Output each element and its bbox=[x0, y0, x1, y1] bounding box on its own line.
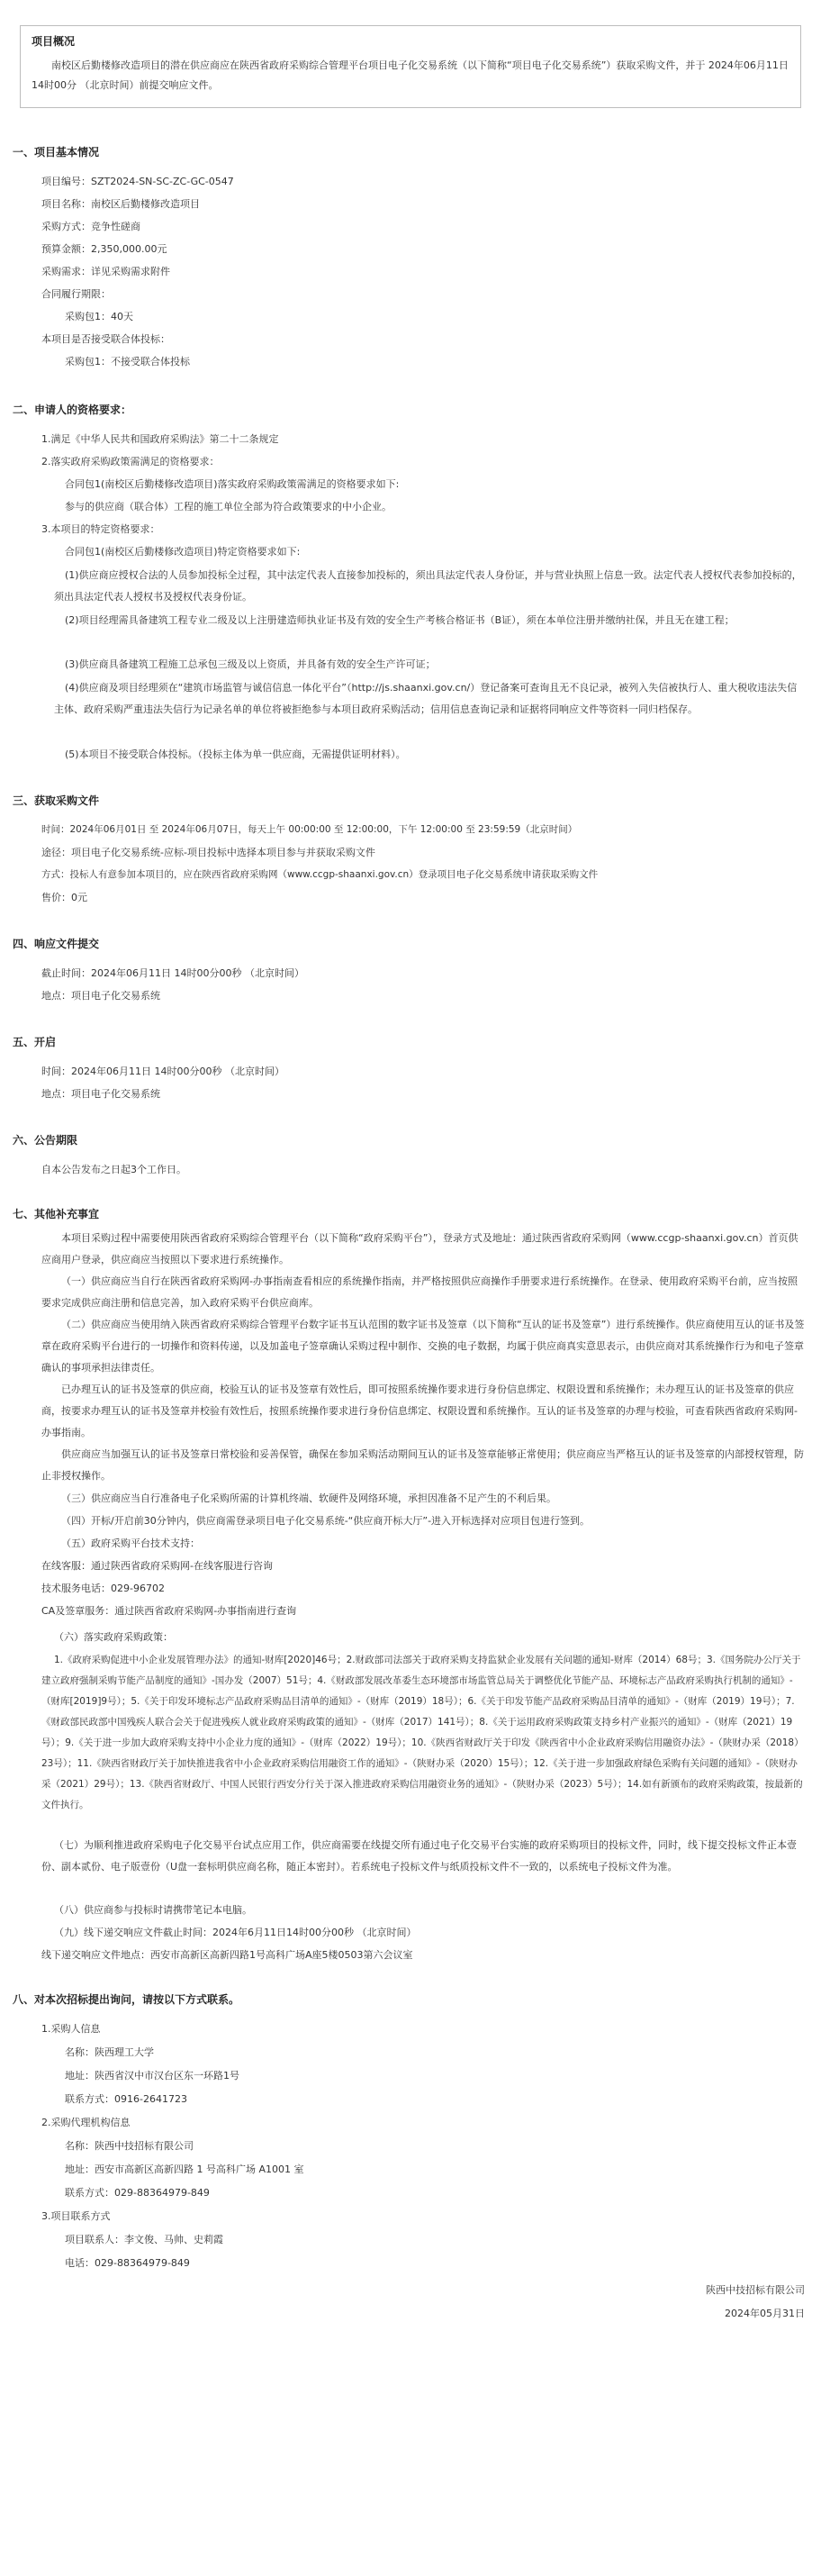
footer-organization: 陕西中技招标有限公司 bbox=[706, 2284, 805, 2296]
section-6-title: 六、公告期限 bbox=[13, 1134, 78, 1147]
section-3-title: 三、获取采购文件 bbox=[13, 794, 100, 807]
qualification-3: 3.本项目的特定资格要求： bbox=[41, 523, 160, 535]
purchaser-heading: 1.采购人信息 bbox=[41, 2023, 101, 2035]
supplementary-item-8: （八）供应商参与投标时请携带笔记本电脑。 bbox=[54, 1904, 252, 1916]
agency-phone: 联系方式：029-88364979-849 bbox=[65, 2187, 210, 2199]
supplementary-item-4: （四）开标/开启前30分钟内，供应商需登录项目电子化交易系统-“供应商开标大厅”-进入开标选择对应项目包进行签到。 bbox=[61, 1515, 591, 1527]
section-1-title: 一、项目基本情况 bbox=[13, 146, 100, 159]
qualification-1: 1.满足《中华人民共和国政府采购法》第二十二条规定 bbox=[41, 433, 279, 445]
offline-submission-location: 线下递交响应文件地点：西安市高新区高新四路1号高科广场A座5楼0503第六会议室 bbox=[41, 1949, 413, 1961]
qualification-2: 2.落实政府采购政策需满足的资格要求： bbox=[41, 456, 220, 467]
supplementary-item-2: （二）供应商应当使用纳入陕西省政府采购综合管理平台数字证书互认范围的数字证书及签章（以下简称“互认的证书及签章”）进行系统操作。供应商使用互认的证书及签章在政府采购平台进行的一切操作和资料传递，以及加盖电子签章确认采购过程中制作、交换的电子数据，均属于供应商真实意思表示，由供应商对其系统操作行为和电子签章确认的事项承担法律责任。 bbox=[41, 1319, 805, 1374]
special-requirement-4: (4)供应商及项目经理须在“建筑市场监管与诚信信息一体化平台”（http://js.shaanxi.gov.cn/）登记备案可查询且无不良记录，被列入失信被执行人、重大税收违法失信主体、政府采购严重违法失信行为记录名单的单位将被拒绝参与本项目政府采购活动；信用信息查询记录和证据将同响应文件等资料一同归档保存。 bbox=[54, 682, 798, 715]
project-overview-box bbox=[20, 25, 801, 108]
section-4-title: 四、响应文件提交 bbox=[13, 938, 100, 950]
supplementary-item-5: （五）政府采购平台技术支持： bbox=[61, 1537, 200, 1549]
supplementary-item-6: （六）落实政府采购政策： bbox=[54, 1631, 173, 1643]
section-7-title: 七、其他补充事宜 bbox=[13, 1208, 100, 1220]
document-price: 售价：0元 bbox=[41, 892, 87, 903]
supplementary-intro: 本项目采购过程中需要使用陕西省政府采购综合管理平台（以下简称“政府采购平台”），登录方式及地址：通过陕西省政府采购网（www.ccgp-shaanxi.gov.cn）首页供应商用户登录，供应商应当按照以下要求进行系统操作。 bbox=[41, 1232, 798, 1265]
agency-heading: 2.采购代理机构信息 bbox=[41, 2117, 131, 2128]
special-requirement-2: (2)项目经理需具备建筑工程专业二级及以上注册建造师执业证书及有效的安全生产考核合格证书（B证），须在本单位注册并缴纳社保，并且无在建工程； bbox=[65, 614, 735, 626]
contact-phone: 电话：029-88364979-849 bbox=[65, 2257, 190, 2269]
overview-text: 南校区后勤楼修改造项目的潜在供应商应在陕西省政府采购综合管理平台项目电子化交易系统（以下简称“项目电子化交易系统”）获取采购文件，并于 2024年06月11日 14时00分 （北京时间）前提交响应文件。 bbox=[32, 59, 789, 91]
section-5-title: 五、开启 bbox=[13, 1036, 57, 1048]
consortium-label: 本项目是否接受联合体投标： bbox=[41, 333, 170, 345]
certificate-management: 供应商应当加强互认的证书及签章日常校验和妥善保管，确保在参加采购活动期间互认的证书及签章能够正常使用；供应商应当严格互认的证书及签章的内部授权管理，防止非授权操作。 bbox=[41, 1448, 804, 1482]
announcement-period: 自本公告发布之日起3个工作日。 bbox=[41, 1164, 186, 1175]
overview-title: 项目概况 bbox=[32, 35, 76, 48]
procurement-method: 采购方式：竞争性磋商 bbox=[41, 221, 140, 232]
supplementary-item-7: （七）为顺利推进政府采购电子化交易平台试点应用工作，供应商需要在线提交所有通过电子化交易平台实施的政府采购项目的投标文件，同时，线下提交投标文件正本壹份、副本贰份、电子版壹份（U盘一套标明供应商名称，随正本密封）。若系统电子投标文件与纸质投标文件不一致的，以系统电子投标文件为准。 bbox=[41, 1839, 797, 1873]
contract-period-label: 合同履行期限： bbox=[41, 288, 111, 300]
procurement-requirement: 采购需求：详见采购需求附件 bbox=[41, 266, 170, 277]
budget-amount: 预算金额：2,350,000.00元 bbox=[41, 243, 167, 255]
contact-person: 项目联系人：李文俊、马帅、史莉霞 bbox=[65, 2234, 223, 2245]
tech-support-phone: 技术服务电话：029-96702 bbox=[41, 1583, 165, 1594]
purchaser-phone: 联系方式：0916-2641723 bbox=[65, 2093, 187, 2105]
section-8-title: 八、对本次招标提出询问，请按以下方式联系。 bbox=[13, 1993, 240, 2006]
contact-heading: 3.项目联系方式 bbox=[41, 2210, 111, 2222]
ca-service: CA及签章服务：通过陕西省政府采购网-办事指南进行查询 bbox=[41, 1605, 297, 1617]
special-requirement-3: (3)供应商具备建筑工程施工总承包三级及以上资质，并具备有效的安全生产许可证； bbox=[65, 658, 436, 670]
special-requirement-5: (5)本项目不接受联合体投标。（投标主体为单一供应商，无需提供证明材料）。 bbox=[65, 748, 406, 760]
submission-location: 地点：项目电子化交易系统 bbox=[41, 990, 160, 1002]
policy-requirement-text: 参与的供应商（联合体）工程的施工单位全部为符合政策要求的中小企业。 bbox=[65, 501, 392, 512]
policy-requirement-header: 合同包1(南校区后勤楼修改造项目)落实政府采购政策需满足的资格要求如下: bbox=[65, 478, 400, 490]
consortium-package: 采购包1：不接受联合体投标 bbox=[65, 356, 190, 367]
online-service: 在线客服：通过陕西省政府采购网-在线客服进行咨询 bbox=[41, 1560, 273, 1572]
supplementary-item-9: （九）线下递交响应文件截止时间：2024年6月11日14时00分00秒 （北京时间） bbox=[54, 1927, 417, 1938]
project-number: 项目编号：SZT2024-SN-SC-ZC-GC-0547 bbox=[41, 176, 234, 187]
opening-location: 地点：项目电子化交易系统 bbox=[41, 1088, 160, 1100]
opening-time: 时间：2024年06月11日 14时00分00秒 （北京时间） bbox=[41, 1066, 284, 1077]
submission-deadline: 截止时间：2024年06月11日 14时00分00秒 （北京时间） bbox=[41, 967, 304, 979]
supplementary-item-1: （一）供应商应当自行在陕西省政府采购网-办事指南查看相应的系统操作指南，并严格按照供应商操作手册要求进行系统操作。在登录、使用政府采购平台前，应当按照要求完成供应商注册和信息完善，加入政府采购平台供应商库。 bbox=[41, 1275, 798, 1309]
purchaser-name: 名称：陕西理工大学 bbox=[65, 2046, 154, 2058]
contract-period-package: 采购包1：40天 bbox=[65, 311, 133, 322]
agency-name: 名称：陕西中技招标有限公司 bbox=[65, 2140, 194, 2152]
acquisition-time: 时间：2024年06月01日 至 2024年06月07日，每天上午 00:00:00 至 12:00:00，下午 12:00:00 至 23:59:59（北京时间） bbox=[41, 824, 578, 835]
policy-list: 1.《政府采购促进中小企业发展管理办法》的通知-财库[2020]46号；2.财政部司法部关于政府采购支持监狱企业发展有关问题的通知-财库（2014）68号；3.《国务院办公厅关于建立政府强制采购节能产品制度的通知》-国办发（2007）51号；4.《财政部发展改革委生态环境部市场监管总局关于调整优化节能产品、环境标志产品政府采购执行机制的通知》-（财库[2019]9号）；5.《关于印发环境标志产品政府采购品目清单的通知》-（财库（2019）18号）；6.《关于印发节能产品政府采购品目清单的通知》-（财库（2019）19号）；7.《财政部民政部中国残疾人联合会关于促进残疾人就业政府采购政策的通知》-（财库（2017）141号）；8.《关于运用政府采购政策支持乡村产业振兴的通知》-（财库（2021）19号）；9.《关于进一步加大政府采购支持中小企业力度的通知》-（财库（2022）19号）；10.《陕西省财政厅关于印发《陕西省中小企业政府采购信用融资办法》-（陕财办采（2018）23号）；11.《陕西省财政厅关于加快推进我省中小企业政府采购信用融资工作的通知》-（陕财办采（2020）15号）；12.《关于进一步加强政府绿色采购有关问题的通知》-（陕财办采（2021）29号）；13.《陕西省财政厅、中国人民银行西安分行关于深入推进政府采购信用融资业务的通知》-（陕财办采（2023）5号）；14.如有新颁布的政府采购政策，按最新的文件执行。 bbox=[41, 1655, 804, 1810]
special-requirement-header: 合同包1(南校区后勤楼修改造项目)特定资格要求如下: bbox=[65, 546, 301, 558]
special-requirement-1: (1)供应商应授权合法的人员参加投标全过程，其中法定代表人直接参加投标的，须出具法定代表人身份证，并与营业执照上信息一致。法定代表人授权代表参加投标的，须出具法定代表人授权书及授权代表身份证。 bbox=[54, 569, 802, 603]
project-name: 项目名称：南校区后勤楼修改造项目 bbox=[41, 198, 200, 210]
footer-date: 2024年05月31日 bbox=[725, 2308, 805, 2319]
acquisition-route: 途径：项目电子化交易系统-应标-项目投标中选择本项目参与并获取采购文件 bbox=[41, 847, 375, 858]
certificate-instructions: 已办理互认的证书及签章的供应商，校验互认的证书及签章有效性后，即可按照系统操作要求进行身份信息绑定、权限设置和系统操作；未办理互认的证书及签章的供应商，按要求办理互认的证书及签章并校验有效性后，按照系统操作要求进行身份信息绑定、权限设置和系统操作。互认的证书及签章的办理与校验，可查看陕西省政府采购网-办事指南。 bbox=[41, 1383, 798, 1438]
agency-address: 地址：西安市高新区高新四路 1 号高科广场 A1001 室 bbox=[65, 2163, 304, 2175]
purchaser-address: 地址：陕西省汉中市汉台区东一环路1号 bbox=[65, 2070, 239, 2082]
supplementary-item-3: （三）供应商应当自行准备电子化采购所需的计算机终端、软硬件及网络环境，承担因准备不足产生的不利后果。 bbox=[61, 1492, 556, 1504]
acquisition-method: 方式：投标人有意参加本项目的，应在陕西省政府采购网（www.ccgp-shaanxi.gov.cn）登录项目电子化交易系统申请获取采购文件 bbox=[41, 869, 599, 880]
section-2-title: 二、申请人的资格要求： bbox=[13, 404, 132, 416]
